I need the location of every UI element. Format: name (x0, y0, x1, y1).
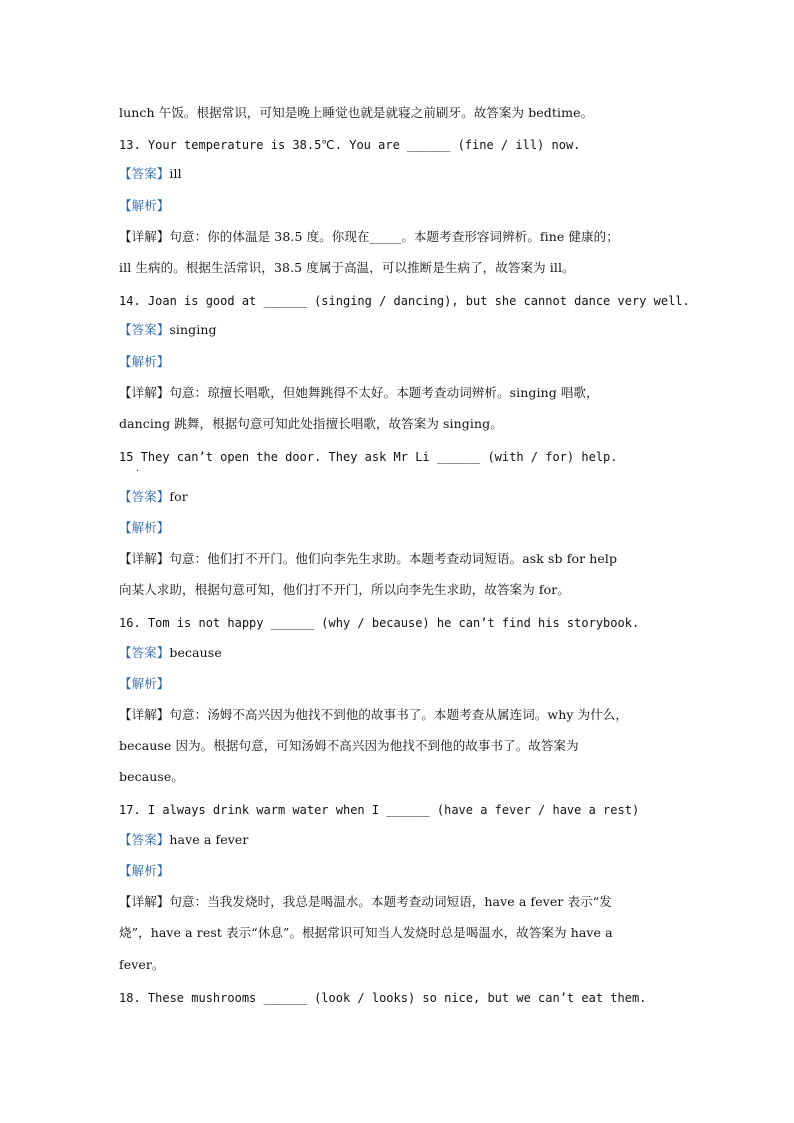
question-13: 13. Your temperature is 38.5℃. You are ______ (fine / ill) now. (119, 138, 581, 152)
detail-16-line-2: because 因为。根据句意，可知汤姆不高兴因为他找不到他的故事书了。故答案为 (119, 738, 579, 753)
detail-13-line-2: ill 生病的。根据生活常识，38.5 度属于高温，可以推断是生病了，故答案为 ill。 (119, 260, 575, 275)
answer-14 (119, 321, 679, 339)
detail-tag: 【详解】 (119, 229, 170, 244)
detail-tag: 【详解】 (119, 707, 170, 722)
detail-16-line-1 (119, 706, 679, 724)
answer-tag: 【答案】 (119, 832, 170, 847)
answer-text: have a fever (169, 832, 249, 847)
detail-text: 句意：汤姆不高兴因为他找不到他的故事书了。本题考查从属连词。why 为什么， (169, 707, 628, 722)
answer-tag: 【答案】 (119, 166, 170, 181)
detail-17-line-3: fever。 (119, 957, 165, 972)
analysis-tag: 【解析】 (119, 863, 170, 878)
answer-text: for (169, 489, 188, 504)
analysis-tag: 【解析】 (119, 520, 170, 535)
detail-tag: 【详解】 (119, 894, 170, 909)
detail-14-line-1 (119, 384, 679, 402)
detail-text: 句意：当我发烧时，我总是喝温水。本题考查动词短语，have a fever 表示“发 (169, 894, 612, 909)
detail-tag: 【详解】 (119, 385, 170, 400)
answer-text: because (169, 645, 222, 660)
detail-text: 句意：你的体温是 38.5 度。你现在_____。本题考查形容词辨析。fine 健康的； (169, 229, 619, 244)
detail-text: 句意：琼擅长唱歌，但她舞跳得不太好。本题考查动词辨析。singing 唱歌， (169, 385, 599, 400)
answer-tag: 【答案】 (119, 322, 170, 337)
answer-text: ill (169, 166, 182, 181)
analysis-13 (119, 197, 679, 215)
detail-16-line-3: because。 (119, 769, 185, 784)
question-15: 15 They can’t open the door. They ask Mr Li ______ (with / for) help. (119, 450, 618, 464)
detail-13-line-1 (119, 228, 679, 246)
detail-text: 句意：他们打不开门。他们向李先生求助。本题考查动词短语。ask sb for help (169, 551, 618, 566)
question-14: 14. Joan is good at ______ (singing / dancing), but she cannot dance very well. (119, 294, 690, 308)
detail-14-line-2: dancing 跳舞，根据句意可知此处指擅长唱歌，故答案为 singing。 (119, 416, 503, 431)
question-17: 17. I always drink warm water when I ______ (have a fever / have a rest) (119, 803, 640, 817)
analysis-15 (119, 519, 679, 537)
detail-15-line-1 (119, 550, 679, 568)
analysis-tag: 【解析】 (119, 198, 170, 213)
analysis-tag: 【解析】 (119, 676, 170, 691)
answer-tag: 【答案】 (119, 645, 170, 660)
answer-text: singing (169, 322, 217, 337)
analysis-14 (119, 353, 679, 371)
question-18: 18. These mushrooms ______ (look / looks) so nice, but we can’t eat them. (119, 991, 647, 1005)
answer-17 (119, 831, 679, 849)
detail-tag: 【详解】 (119, 551, 170, 566)
question-16: 16. Tom is not happy ______ (why / because) he can’t find his storybook. (119, 616, 640, 630)
intro-line: lunch 午饭。根据常识，可知是晚上睡觉也就是就寝之前刷牙。故答案为 bedtime。 (119, 105, 594, 120)
analysis-17 (119, 862, 679, 880)
detail-15-line-2: 向某人求助，根据句意可知，他们打不开门，所以向李先生求助，故答案为 for。 (119, 582, 570, 597)
detail-17-line-1 (119, 893, 679, 911)
analysis-tag: 【解析】 (119, 354, 170, 369)
answer-13 (119, 165, 679, 183)
answer-16 (119, 644, 679, 662)
answer-tag: 【答案】 (119, 489, 170, 504)
analysis-16 (119, 675, 679, 693)
detail-17-line-2: 烧”，have a rest 表示“休息”。根据常识可知当人发烧时总是喝温水，故答案为 have a (119, 925, 613, 940)
answer-15 (119, 488, 679, 506)
stray-dot: · (136, 466, 140, 477)
